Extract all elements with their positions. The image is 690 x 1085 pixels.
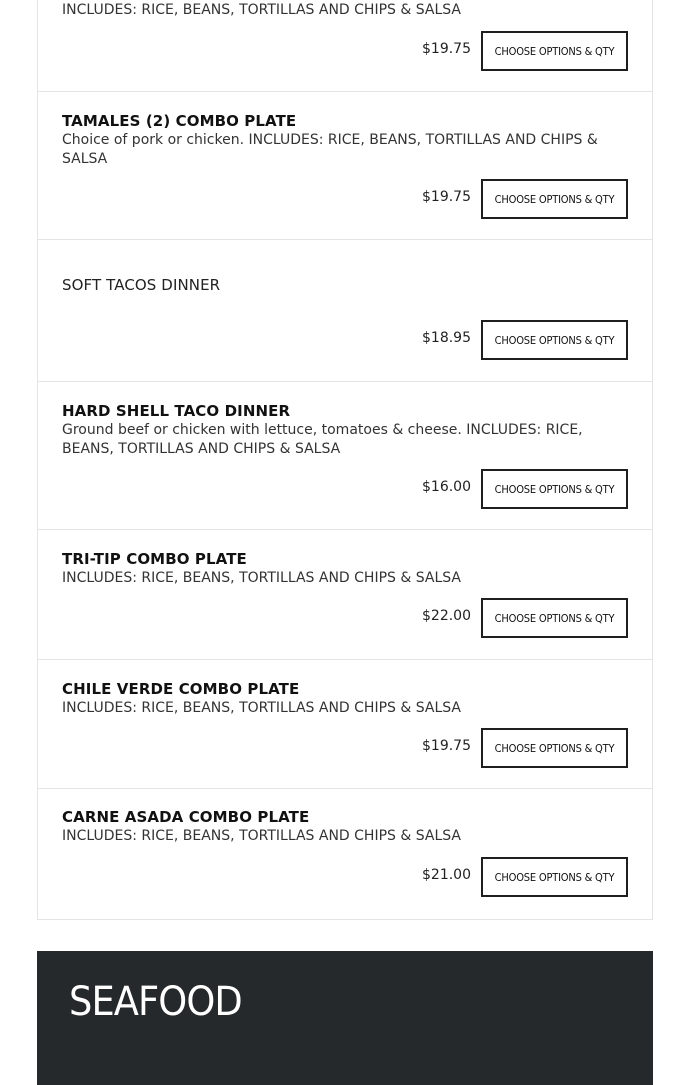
- item-name: TRI-TIP COMBO PLATE: [62, 550, 247, 568]
- item-price: $19.75: [422, 41, 471, 57]
- item-price: $18.95: [422, 330, 471, 346]
- menu-item: [38, 92, 652, 240]
- item-footer: [422, 857, 628, 897]
- item-description: INCLUDES: RICE, BEANS, TORTILLAS AND CHIPS & SALSA: [62, 2, 461, 18]
- menu-item: [38, 240, 652, 382]
- menu-item: [38, 0, 652, 92]
- item-price: $21.00: [422, 867, 471, 883]
- item-price: $19.75: [422, 738, 471, 754]
- menu-item: [38, 789, 652, 919]
- category-title: SEAFOOD: [69, 979, 242, 1025]
- item-footer: [422, 728, 628, 768]
- item-name: CHILE VERDE COMBO PLATE: [62, 680, 300, 698]
- item-name: TAMALES (2) COMBO PLATE: [62, 112, 297, 130]
- item-price: $22.00: [422, 608, 471, 624]
- choose-options-button[interactable]: CHOOSE OPTIONS & QTY: [481, 320, 628, 360]
- item-description: INCLUDES: RICE, BEANS, TORTILLAS AND CHIPS & SALSA: [62, 570, 461, 586]
- item-footer: [422, 31, 628, 71]
- menu-item: [38, 660, 652, 789]
- item-name: CARNE ASADA COMBO PLATE: [62, 808, 310, 826]
- item-description: Choice of pork or chicken. INCLUDES: RICE, BEANS, TORTILLAS AND CHIPS & SALSA: [62, 132, 598, 167]
- item-price: $19.75: [422, 189, 471, 205]
- item-footer: [422, 320, 628, 360]
- choose-options-button[interactable]: CHOOSE OPTIONS & QTY: [481, 728, 628, 768]
- item-description: Ground beef or chicken with lettuce, tomatoes & cheese. INCLUDES: RICE, BEANS, TORTILLAS AND CHIPS & SALSA: [62, 422, 583, 457]
- choose-options-button[interactable]: CHOOSE OPTIONS & QTY: [481, 179, 628, 219]
- category-header-seafood: [37, 951, 653, 1085]
- menu-item: [38, 382, 652, 530]
- item-price: $16.00: [422, 479, 471, 495]
- choose-options-button[interactable]: CHOOSE OPTIONS & QTY: [481, 31, 628, 71]
- item-footer: [422, 598, 628, 638]
- choose-options-button[interactable]: CHOOSE OPTIONS & QTY: [481, 469, 628, 509]
- item-name: HARD SHELL TACO DINNER: [62, 402, 291, 420]
- menu-item: [38, 530, 652, 660]
- choose-options-button[interactable]: CHOOSE OPTIONS & QTY: [481, 598, 628, 638]
- item-description: INCLUDES: RICE, BEANS, TORTILLAS AND CHIPS & SALSA: [62, 828, 461, 844]
- choose-options-button[interactable]: CHOOSE OPTIONS & QTY: [481, 857, 628, 897]
- item-footer: [422, 179, 628, 219]
- item-description: INCLUDES: RICE, BEANS, TORTILLAS AND CHIPS & SALSA: [62, 700, 461, 716]
- item-name: SOFT TACOS DINNER: [62, 276, 221, 294]
- item-footer: [422, 469, 628, 509]
- menu-item-list: [37, 0, 653, 920]
